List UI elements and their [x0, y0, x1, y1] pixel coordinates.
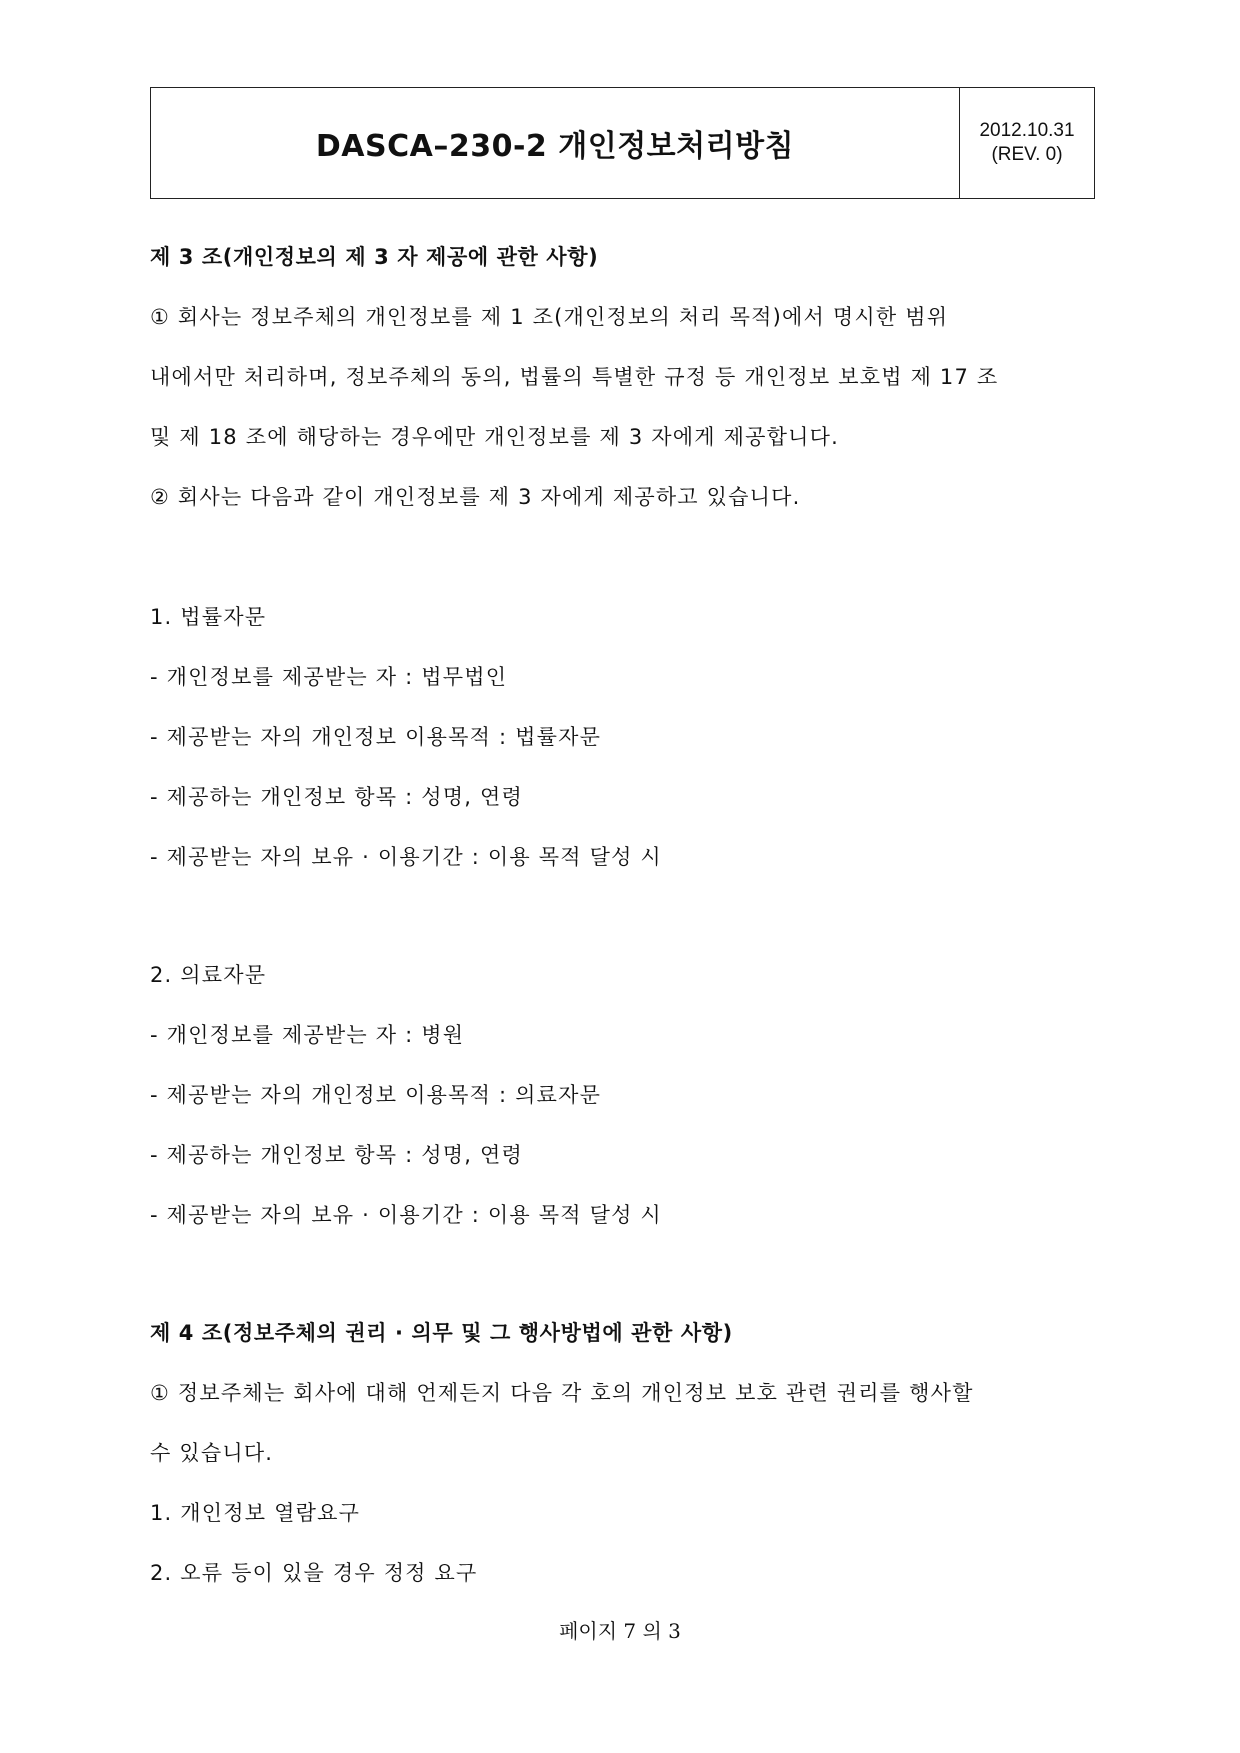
- legal-advice-items: - 제공하는 개인정보 항목 : 성명, 연령: [150, 785, 523, 809]
- medical-advice-recipient: - 개인정보를 제공받는 자 : 병원: [150, 1023, 465, 1047]
- document-header: [150, 87, 1095, 199]
- header-title-cell: [151, 88, 960, 198]
- legal-advice-purpose: - 제공받는 자의 개인정보 이용목적 : 법률자문: [150, 725, 602, 749]
- legal-advice-recipient: - 개인정보를 제공받는 자 : 법무법인: [150, 665, 508, 689]
- medical-advice-items: - 제공하는 개인정보 항목 : 성명, 연령: [150, 1143, 523, 1167]
- medical-advice-retention: - 제공받는 자의 보유 · 이용기간 : 이용 목적 달성 시: [150, 1203, 662, 1227]
- article-4-paragraph-1-line-1: ① 정보주체는 회사에 대해 언제든지 다음 각 호의 개인정보 보호 관련 권리를 행사할: [150, 1381, 974, 1405]
- article-3-heading: 제 3 조(개인정보의 제 3 자 제공에 관한 사항): [150, 245, 599, 269]
- article-4-heading: 제 4 조(정보주체의 권리 · 의무 및 그 행사방법에 관한 사항): [150, 1321, 733, 1345]
- medical-advice-purpose: - 제공받는 자의 개인정보 이용목적 : 의료자문: [150, 1083, 602, 1107]
- document-date: 2012.10.31: [979, 120, 1075, 141]
- page-number: 페이지 7 의 3: [559, 1619, 681, 1643]
- article-3-paragraph-1-line-3: 및 제 18 조에 해당하는 경우에만 개인정보를 제 3 자에게 제공합니다.: [150, 425, 839, 449]
- section-medical-advice-title: 2. 의료자문: [150, 963, 267, 987]
- right-item-1: 1. 개인정보 열람요구: [150, 1501, 361, 1525]
- right-item-2: 2. 오류 등이 있을 경우 정정 요구: [150, 1561, 478, 1585]
- header-meta-cell: [960, 88, 1094, 198]
- document-title: DASCA–230-2 개인정보처리방침: [315, 129, 795, 164]
- document-revision: (REV. 0): [991, 144, 1063, 165]
- section-legal-advice-title: 1. 법률자문: [150, 605, 267, 629]
- article-3-paragraph-1-line-1: ① 회사는 정보주체의 개인정보를 제 1 조(개인정보의 처리 목적)에서 명시한 범위: [150, 305, 949, 329]
- article-3-paragraph-2: ② 회사는 다음과 같이 개인정보를 제 3 자에게 제공하고 있습니다.: [150, 485, 801, 509]
- article-4-paragraph-1-line-2: 수 있습니다.: [150, 1441, 274, 1465]
- legal-advice-retention: - 제공받는 자의 보유 · 이용기간 : 이용 목적 달성 시: [150, 845, 662, 869]
- article-3-paragraph-1-line-2: 내에서만 처리하며, 정보주체의 동의, 법률의 특별한 규정 등 개인정보 보호법 제 17 조: [150, 365, 999, 389]
